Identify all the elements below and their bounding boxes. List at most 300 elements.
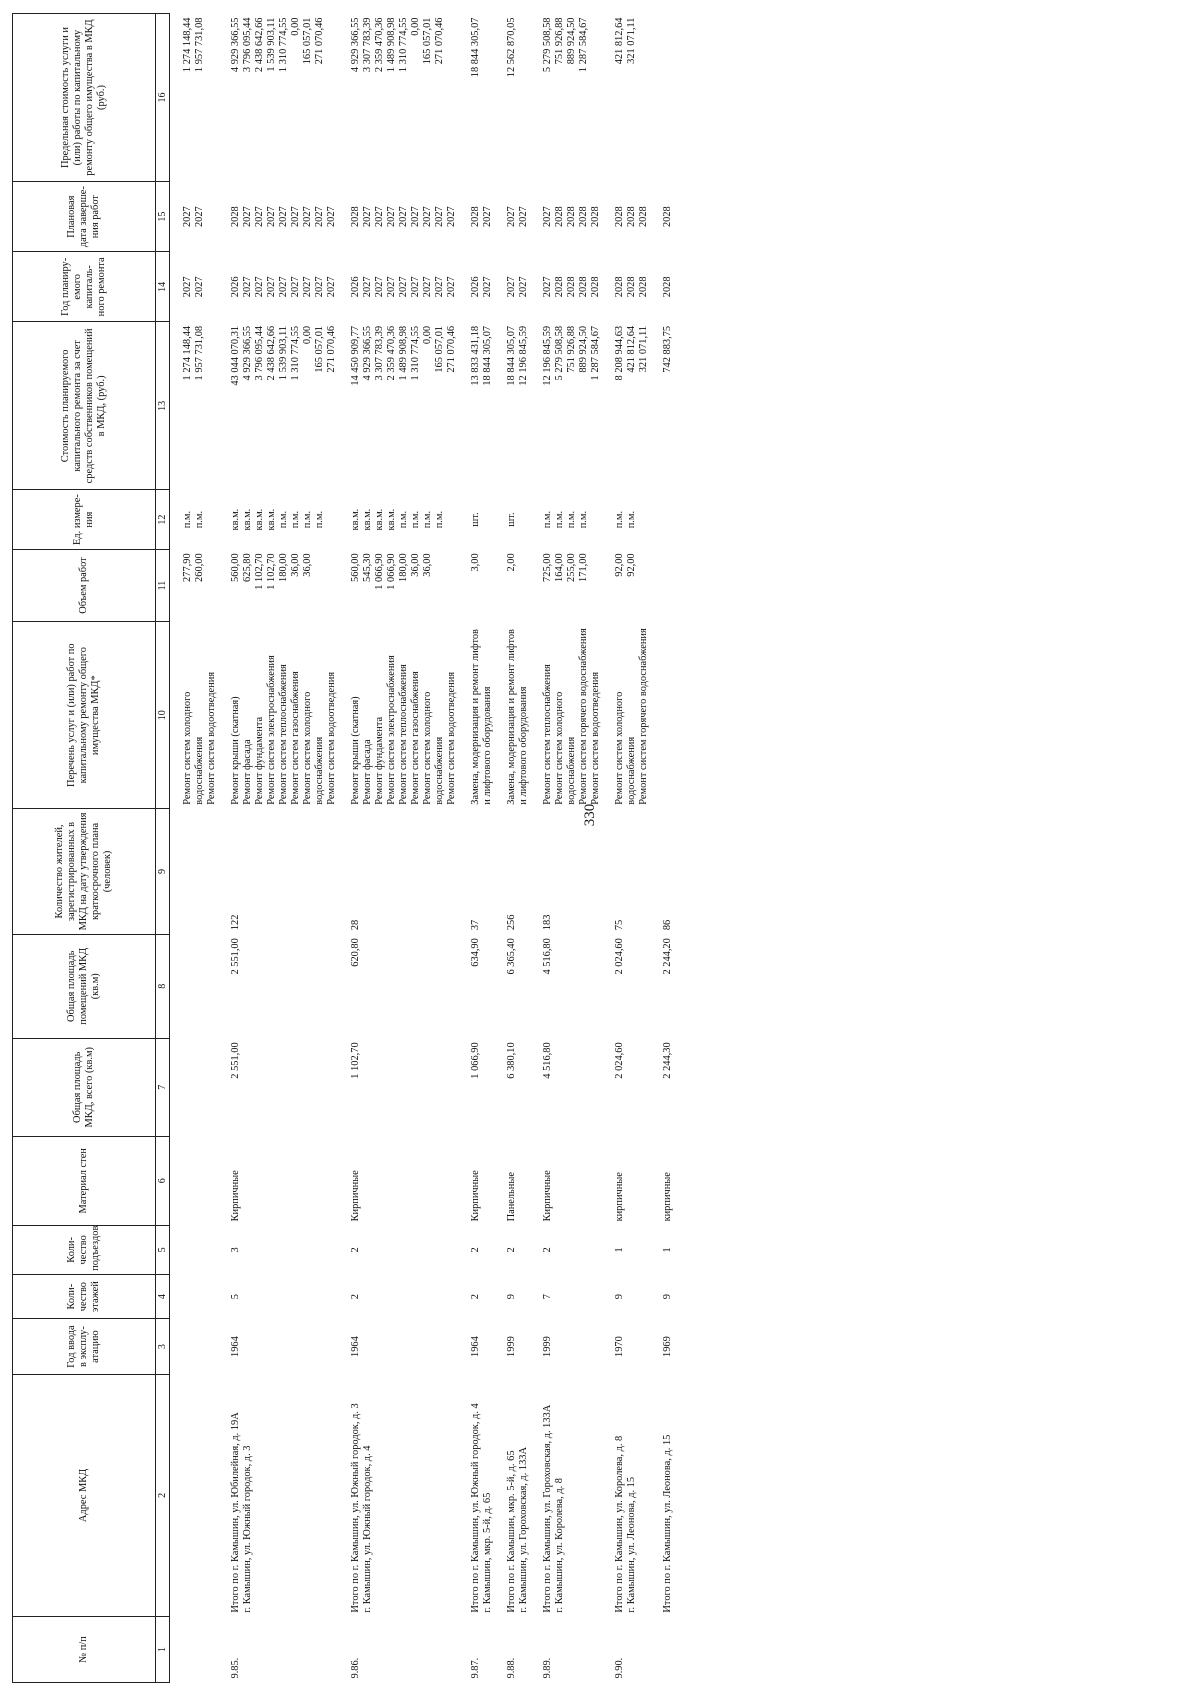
cell-line: 18 844 305,07 (470, 17, 481, 78)
cell-c6: кирпичные (662, 1172, 673, 1222)
cell-line: кв.м. (242, 508, 253, 531)
cell-line: Итого по г. Камышин, ул. Юбилейная, д. 19А (230, 1412, 241, 1613)
cell-c9: 122 (230, 914, 241, 931)
cell-line: п.м. (578, 510, 589, 529)
cell-c3: 1969 (662, 1336, 673, 1357)
cell-line: Ремонт крыши (скатная) (230, 696, 241, 805)
cell-c13 (494, 322, 530, 490)
table-header (13, 14, 170, 1683)
cell-line: 2027 (542, 206, 553, 228)
cell-line: Итого по г. Камышин, мкр. 5-й, д. 65 (506, 1450, 517, 1613)
cell-line: Ремонт систем водоотведения (206, 671, 217, 805)
cell-line: 2027 (482, 276, 493, 298)
cell-line: Ремонт систем холодного водоснабжения (182, 691, 205, 805)
cell-c11 (170, 549, 219, 621)
cell-line: Замена, модернизация и ремонт лифтов и лифтового оборудования (470, 629, 493, 805)
cell-line: 1 310 774,55 (398, 17, 409, 73)
cell-c4: 2 (470, 1294, 481, 1300)
cell-line: 2027 (278, 206, 289, 228)
cell-line: 889 924,50 (578, 325, 589, 373)
cell-c7: 2 244,30 (662, 1042, 673, 1079)
cell-c14 (650, 252, 674, 322)
cell-line: кв.м. (386, 508, 397, 531)
cell-line: Ремонт систем горячего водоснабжения (578, 628, 589, 805)
cell-line: Ремонт систем газоснабжения (290, 671, 301, 805)
cell-line: 2028 (614, 276, 625, 298)
cell-line: 2027 (482, 206, 493, 228)
cell-line: п.м. (566, 510, 577, 529)
cell-line: 2027 (422, 276, 433, 298)
cell-line: 18 844 305,07 (482, 325, 493, 386)
cell-line: кв.м. (254, 508, 265, 531)
cell-line: 36,00 (410, 553, 421, 577)
cell-c5 (170, 1225, 219, 1274)
cell-c7: 4 516,80 (542, 1042, 553, 1079)
cell-line: п.м. (614, 510, 625, 529)
cell-c3: 1970 (614, 1336, 625, 1357)
cell-c14 (338, 252, 458, 322)
cell-c16 (650, 14, 674, 182)
cell-line: г. Камышин, ул. Южный городок, д. 4 (362, 1445, 373, 1613)
cell-line: 271 070,46 (434, 17, 445, 65)
cell-line: 2027 (434, 206, 445, 228)
cell-c6: кирпичные (614, 1172, 625, 1222)
cell-line: 2028 (662, 276, 673, 298)
cell-c5: 3 (230, 1247, 241, 1253)
cell-c8: 4 516,80 (542, 938, 553, 975)
cell-line: 12 562 870,05 (506, 17, 517, 78)
cell-c16 (218, 14, 338, 182)
column-header-5: Коли-чество подъездов (13, 1225, 156, 1274)
cell-line: п.м. (398, 510, 409, 529)
cell-line: 625,80 (242, 553, 253, 582)
cell-line: 2026 (470, 276, 481, 298)
cell-line: 2028 (554, 206, 565, 228)
cell-line: 2027 (314, 276, 325, 298)
cell-line: п.м. (302, 510, 313, 529)
table-row (602, 14, 650, 1683)
cell-line: 18 844 305,07 (506, 325, 517, 386)
work-list-cell (494, 622, 530, 809)
cell-line: Итого по г. Камышин, ул. Южный городок, д. 4 (470, 1403, 481, 1613)
column-header-3: Год ввода в эксплу-атацию (13, 1319, 156, 1374)
cell-line: Итого по г. Камышин, ул. Южный городок, д. 3 (350, 1403, 361, 1613)
cell-line: 0,00 (290, 17, 301, 36)
cell-line: 2028 (590, 206, 601, 228)
cell-line: 255,00 (566, 553, 577, 582)
cell-c16 (458, 14, 494, 182)
cell-line: 2028 (614, 206, 625, 228)
cell-line: 2 438 642,66 (254, 17, 265, 73)
table-row (530, 14, 602, 1683)
cell-c13 (218, 322, 338, 490)
cell-line: 0,00 (302, 325, 313, 345)
cell-c15 (338, 182, 458, 252)
column-number-11: 11 (156, 549, 170, 621)
column-number-3: 3 (156, 1319, 170, 1374)
cell-line: Ремонт крыши (скатная) (350, 696, 361, 805)
cell-line: Ремонт систем холодного водоснабжения (614, 691, 637, 805)
cell-line: 2028 (662, 206, 673, 228)
column-header-8: Общая площадь помещений МКД (кв.м) (13, 934, 156, 1038)
cell-line: 2028 (638, 276, 649, 298)
cell-c6: Кирпичные (542, 1170, 553, 1222)
cell-c3: 1964 (230, 1336, 241, 1357)
cell-line: 2028 (554, 276, 565, 298)
cell-line: 3 796 095,44 (254, 325, 265, 381)
cell-line: 2027 (182, 276, 193, 298)
work-list-cell (650, 622, 674, 809)
cell-line: 2027 (386, 276, 397, 298)
cell-line: кв.м. (350, 508, 361, 531)
cell-line: 5 279 508,58 (542, 17, 553, 73)
column-header-14: Год планиру-емого капиталь-ного ремонта (13, 252, 156, 322)
cell-line: п.м. (422, 510, 433, 529)
cell-line: 3,00 (470, 553, 481, 572)
cell-line: 180,00 (398, 553, 409, 582)
cell-c16 (602, 14, 650, 182)
cell-line: 2027 (362, 206, 373, 228)
cell-line: кв.м. (266, 508, 277, 531)
cell-line: 2028 (626, 206, 637, 228)
cell-c14 (494, 252, 530, 322)
cell-line: п.м. (290, 510, 301, 529)
work-list-cell (530, 622, 602, 809)
cell-c13 (650, 322, 674, 490)
cell-line: 545,30 (362, 553, 373, 582)
cell-c12 (458, 490, 494, 550)
cell-line: Ремонт фундамента (254, 716, 265, 805)
cell-line: 2027 (242, 276, 253, 298)
cell-c14 (458, 252, 494, 322)
cell-c3 (170, 1319, 219, 1374)
cell-line: г. Камышин, ул. Королева, д. 8 (554, 1477, 565, 1613)
cell-c3: 1999 (506, 1336, 517, 1357)
cell-line: 2027 (410, 206, 421, 228)
cell-line: Ремонт систем теплоснабжения (398, 664, 409, 805)
work-list-cell (338, 622, 458, 809)
cell-c7: 1 066,90 (470, 1042, 481, 1079)
cell-line: 2 359 470,36 (386, 325, 397, 381)
cell-line: 321 071,11 (638, 325, 649, 373)
cell-c4: 9 (614, 1294, 625, 1300)
cell-line: 2027 (446, 206, 457, 228)
cell-c8: 2 244,20 (662, 938, 673, 975)
cell-line: 1 489 908,98 (386, 17, 397, 73)
cell-line: 2026 (230, 276, 241, 298)
cell-c6 (170, 1136, 219, 1225)
cell-line: 751 926,88 (554, 17, 565, 65)
cell-line: 4 929 366,55 (350, 17, 361, 73)
cell-c13 (530, 322, 602, 490)
cell-c13 (602, 322, 650, 490)
work-list-cell (170, 622, 219, 809)
cell-line: 92,00 (614, 553, 625, 577)
cell-line: п.м. (182, 510, 193, 529)
cell-c12 (218, 490, 338, 550)
cell-c11 (458, 549, 494, 621)
cell-line: 2028 (230, 206, 241, 228)
cell-line: г. Камышин, мкр. 5-й, д. 65 (482, 1492, 493, 1613)
cell-line: 3 307 783,39 (374, 325, 385, 381)
cell-line: Ремонт систем горячего водоснабжения (638, 628, 649, 805)
cell-c15 (458, 182, 494, 252)
header-row (13, 14, 156, 1683)
cell-c6: Кирпичные (470, 1170, 481, 1222)
cell-line: 742 883,75 (662, 325, 673, 373)
column-number-7: 7 (156, 1038, 170, 1136)
cell-num: 9.86. (350, 1657, 361, 1679)
cell-line: 2027 (374, 276, 385, 298)
column-header-2: Адрес МКД (13, 1374, 156, 1616)
cell-c8: 620,80 (350, 938, 361, 967)
address-cell (494, 1374, 530, 1616)
cell-c9: 37 (470, 919, 481, 931)
cell-line: 4 929 366,55 (242, 325, 253, 381)
cell-line: 260,00 (194, 553, 205, 582)
cell-c5: 2 (470, 1247, 481, 1253)
cell-line: Ремонт систем холодного водоснабжения (302, 691, 325, 805)
cell-line: шт. (506, 512, 517, 527)
cell-c12 (530, 490, 602, 550)
cell-c7: 2 024,60 (614, 1042, 625, 1079)
cell-line: Итого по г. Камышин, ул. Гороховская, д. 133А (542, 1404, 553, 1613)
cell-line: 2027 (386, 206, 397, 228)
work-list-cell (458, 622, 494, 809)
column-number-2: 2 (156, 1374, 170, 1616)
address-cell (650, 1374, 674, 1616)
address-cell (602, 1374, 650, 1616)
address-cell (218, 1374, 338, 1616)
cell-c11 (338, 549, 458, 621)
cell-line: кв.м. (230, 508, 241, 531)
cell-line: 2027 (518, 276, 529, 298)
cell-line: 2027 (434, 276, 445, 298)
cell-line: 1 274 148,44 (182, 325, 193, 381)
cell-line: Ремонт систем теплоснабжения (278, 664, 289, 805)
cell-line: 1 310 774,55 (290, 325, 301, 381)
column-header-4: Коли-чество этажей (13, 1274, 156, 1319)
cell-line: 1 539 903,11 (278, 325, 289, 381)
cell-line: 36,00 (302, 553, 313, 577)
cell-c11 (218, 549, 338, 621)
cell-line: Ремонт систем водоотведения (446, 671, 457, 805)
cell-line: 2027 (422, 206, 433, 228)
cell-line: 0,00 (410, 17, 421, 36)
cell-c5: 1 (662, 1247, 673, 1253)
cell-c12 (650, 490, 674, 550)
cell-line: 2028 (578, 206, 589, 228)
cell-num: 9.89. (542, 1657, 553, 1679)
cell-line: г. Камышин, ул. Леонова, д. 15 (626, 1476, 637, 1613)
cell-line: 1 287 584,67 (590, 325, 601, 381)
cell-c3: 1964 (470, 1336, 481, 1357)
cell-line: 2027 (314, 206, 325, 228)
cell-c15 (170, 182, 219, 252)
cell-c8: 634,90 (470, 938, 481, 967)
cell-line: 1 489 908,98 (398, 325, 409, 381)
cell-c8: 2 551,00 (230, 938, 241, 975)
column-header-12: Ед. измере-ния (13, 490, 156, 550)
cell-line: 2027 (290, 276, 301, 298)
cell-num: 9.87. (470, 1657, 481, 1679)
cell-line: 2027 (194, 206, 205, 228)
cell-c15 (218, 182, 338, 252)
cell-line: 36,00 (422, 553, 433, 577)
cell-line: 725,00 (542, 553, 553, 582)
column-number-13: 13 (156, 322, 170, 490)
cell-c7 (170, 1038, 219, 1136)
cell-line: 2028 (566, 206, 577, 228)
cell-line: 1 102,70 (254, 553, 265, 590)
cell-line: 2028 (470, 206, 481, 228)
address-cell (458, 1374, 494, 1616)
cell-line: 560,00 (350, 553, 361, 582)
cell-line: 2027 (398, 206, 409, 228)
cell-line: 2027 (182, 206, 193, 228)
column-number-4: 4 (156, 1274, 170, 1319)
cell-line: 2027 (374, 206, 385, 228)
column-number-10: 10 (156, 622, 170, 809)
table-body (170, 14, 675, 1683)
cell-line: 1 066,90 (386, 553, 397, 590)
cell-line: п.м. (278, 510, 289, 529)
cell-c9: 75 (614, 919, 625, 931)
column-number-12: 12 (156, 490, 170, 550)
table-row (650, 14, 674, 1683)
column-header-6: Материал стен (13, 1136, 156, 1225)
cell-line: 2027 (266, 206, 277, 228)
column-header-10: Перечень услуг и (или) работ по капитальному ремонту общего имущества МКД* (13, 622, 156, 809)
cell-line: 1 066,90 (374, 553, 385, 590)
cell-c4: 9 (662, 1294, 673, 1300)
cell-c7: 1 102,70 (350, 1042, 361, 1079)
cell-line: 277,90 (182, 553, 193, 582)
cell-c7: 6 380,10 (506, 1042, 517, 1079)
cell-line: 165 057,01 (314, 325, 325, 373)
work-list-cell (218, 622, 338, 809)
cell-line: Ремонт систем холодного водоснабжения (554, 691, 577, 805)
cell-line: шт. (470, 512, 481, 527)
cell-num: 9.90. (614, 1657, 625, 1679)
column-header-7: Общая площадь МКД, всего (кв.м) (13, 1038, 156, 1136)
cell-c9: 28 (350, 919, 361, 931)
cell-c5: 2 (350, 1247, 361, 1253)
cell-c15 (602, 182, 650, 252)
cell-c6: Панельные (506, 1172, 517, 1222)
cell-line: 751 926,88 (566, 325, 577, 373)
cell-line: п.м. (314, 510, 325, 529)
cell-line: п.м. (410, 510, 421, 529)
address-cell (338, 1374, 458, 1616)
cell-line: 2026 (350, 276, 361, 298)
cell-line: 12 196 845,59 (518, 325, 529, 386)
table-row (338, 14, 458, 1683)
cell-line: 271 070,46 (314, 17, 325, 65)
cell-c14 (530, 252, 602, 322)
cell-c11 (530, 549, 602, 621)
cell-line: г. Камышин, ул. Южный городок, д. 3 (242, 1445, 253, 1613)
cell-line: 4 929 366,55 (362, 325, 373, 381)
cell-line: Ремонт фундамента (374, 716, 385, 805)
cell-line: п.м. (626, 510, 637, 529)
cell-c12 (338, 490, 458, 550)
cell-line: Ремонт систем газоснабжения (410, 671, 421, 805)
cell-line: 2027 (254, 206, 265, 228)
cell-c13 (458, 322, 494, 490)
cell-c15 (494, 182, 530, 252)
cell-c9: 86 (662, 919, 673, 931)
cell-line: 2027 (266, 276, 277, 298)
cell-line: 8 208 944,63 (614, 325, 625, 381)
cell-line: 1 287 584,67 (578, 17, 589, 73)
cell-line: 1 957 731,08 (194, 325, 205, 381)
work-list-cell (602, 622, 650, 809)
cell-c9 (170, 809, 219, 934)
cell-line: п.м. (194, 510, 205, 529)
cell-c16 (170, 14, 219, 182)
column-number-row (156, 14, 170, 1683)
cell-line: п.м. (554, 510, 565, 529)
cell-c6: Кирпичные (230, 1170, 241, 1222)
cell-line: 421 812,64 (626, 325, 637, 373)
cell-line: п.м. (542, 510, 553, 529)
cell-line: 165 057,01 (302, 17, 313, 65)
column-number-9: 9 (156, 809, 170, 934)
cell-line: Итого по г. Камышин, ул. Королева, д. 8 (614, 1435, 625, 1613)
cell-line: 2027 (398, 276, 409, 298)
cell-line: 13 833 431,18 (470, 325, 481, 386)
cell-num (170, 1617, 219, 1683)
repair-plan-table (12, 13, 674, 1683)
cell-line: п.м. (434, 510, 445, 529)
cell-c8 (170, 934, 219, 1038)
page-number: 330 (582, 803, 598, 827)
cell-line: 1 310 774,55 (410, 325, 421, 381)
table-row (170, 14, 219, 1683)
cell-line: 2027 (446, 276, 457, 298)
cell-c12 (602, 490, 650, 550)
cell-line: 2 359 470,36 (374, 17, 385, 73)
cell-line: 2027 (326, 206, 337, 228)
address-cell (170, 1374, 219, 1616)
cell-c5: 2 (542, 1247, 553, 1253)
cell-line: 5 279 508,58 (554, 325, 565, 381)
table-row (218, 14, 338, 1683)
cell-line: 1 957 731,08 (194, 17, 205, 73)
cell-line: 2027 (362, 276, 373, 298)
cell-c4: 2 (350, 1294, 361, 1300)
cell-line: 165 057,01 (422, 17, 433, 65)
column-number-16: 16 (156, 14, 170, 182)
cell-num: 9.85. (230, 1657, 241, 1679)
cell-line: 165 057,01 (434, 325, 445, 373)
cell-line: 1 102,70 (266, 553, 277, 590)
cell-c3: 1964 (350, 1336, 361, 1357)
cell-line: 2028 (350, 206, 361, 228)
cell-line: 1 539 903,11 (266, 17, 277, 72)
table-row (458, 14, 494, 1683)
cell-line: г. Камышин, ул. Гороховская, д. 133А (518, 1446, 529, 1613)
cell-line: Замена, модернизация и ремонт лифтов и лифтового оборудования (506, 629, 529, 805)
cell-c3: 1999 (542, 1336, 553, 1357)
cell-c4 (170, 1274, 219, 1319)
cell-c11 (650, 549, 674, 621)
cell-line: 2027 (506, 276, 517, 298)
cell-c16 (338, 14, 458, 182)
cell-c8: 6 365,40 (506, 938, 517, 975)
cell-line: 271 070,46 (326, 325, 337, 373)
